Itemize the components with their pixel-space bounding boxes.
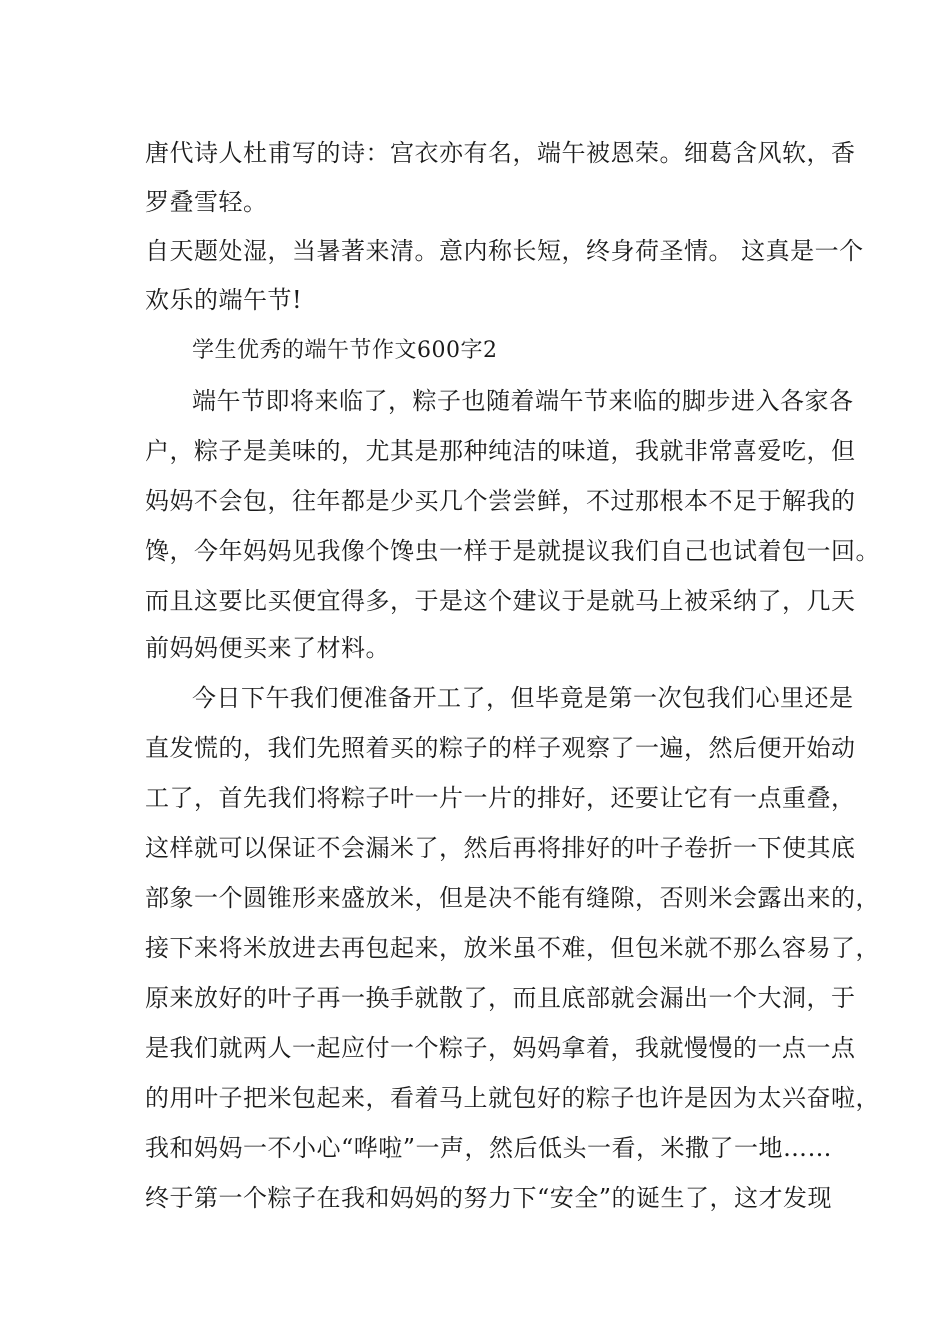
text-line: 端午节即将来临了，粽子也随着端午节来临的脚步进入各家各 bbox=[192, 387, 854, 415]
text-line: 前妈妈便买来了材料。 bbox=[145, 634, 390, 662]
text-line: 终于第一个粽子在我和妈妈的努力下“安全”的诞生了，这才发现 bbox=[145, 1184, 833, 1212]
text-line: 这样就可以保证不会漏米了，然后再将排好的叶子卷折一下使其底 bbox=[145, 834, 856, 862]
section-heading: 学生优秀的端午节作文600字2 bbox=[192, 338, 498, 363]
text-line: 直发慌的，我们先照着买的粽子的样子观察了一遍，然后便开始动 bbox=[145, 734, 856, 762]
text-line: 是我们就两人一起应付一个粽子，妈妈拿着，我就慢慢的一点一点 bbox=[145, 1034, 856, 1062]
text-line: 欢乐的端午节! bbox=[145, 286, 303, 314]
text-line: 罗叠雪轻。 bbox=[145, 188, 268, 216]
text-line: 接下来将米放进去再包起来，放米虽不难，但包米就不那么容易了， bbox=[145, 934, 880, 962]
text-line: 我和妈妈一不小心“哗啦”一声，然后低头一看，米撒了一地…… bbox=[145, 1134, 833, 1162]
text-line: 的用叶子把米包起来，看着马上就包好的粽子也许是因为太兴奋啦， bbox=[145, 1084, 880, 1112]
text-line: 今日下午我们便准备开工了，但毕竟是第一次包我们心里还是 bbox=[192, 684, 854, 712]
text-line: 工了，首先我们将粽子叶一片一片的排好，还要让它有一点重叠， bbox=[145, 784, 856, 812]
text-line: 自天题处湿，当暑著来清。意内称长短，终身荷圣情。 这真是一个 bbox=[145, 237, 864, 265]
text-line: 唐代诗人杜甫写的诗：宫衣亦有名，端午被恩荣。细葛含风软，香 bbox=[145, 139, 856, 167]
text-line: 部象一个圆锥形来盛放米，但是决不能有缝隙，否则米会露出来的， bbox=[145, 884, 880, 912]
text-line: 妈妈不会包，往年都是少买几个尝尝鲜，不过那根本不足于解我的 bbox=[145, 487, 856, 515]
text-line: 户，粽子是美味的，尤其是那种纯洁的味道，我就非常喜爱吃，但 bbox=[145, 437, 856, 465]
text-line: 原来放好的叶子再一换手就散了，而且底部就会漏出一个大洞，于 bbox=[145, 984, 856, 1012]
text-line: 而且这要比买便宜得多，于是这个建议于是就马上被采纳了，几天 bbox=[145, 587, 856, 615]
text-line: 馋，今年妈妈见我像个馋虫一样于是就提议我们自己也试着包一回。 bbox=[145, 537, 880, 565]
